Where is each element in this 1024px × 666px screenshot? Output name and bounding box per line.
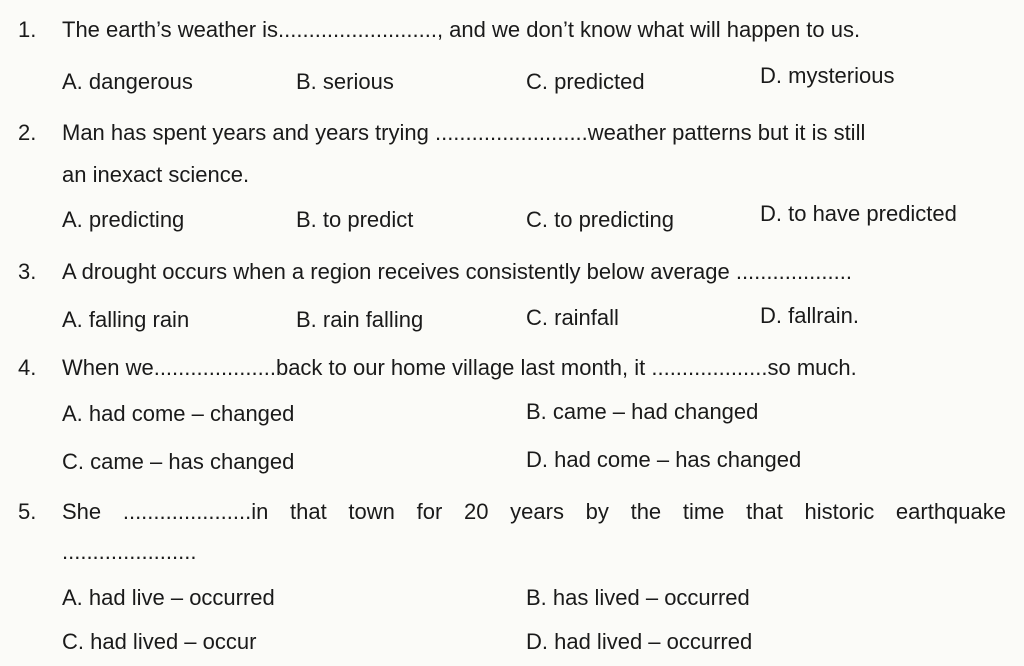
question-text: Man has spent years and years trying .........................weather patterns but it is still	[62, 120, 866, 145]
question-text-continued: an inexact science.	[62, 162, 250, 187]
question-blank-continued: ......................	[62, 539, 197, 564]
option-c: C. to predicting	[526, 207, 674, 232]
question-number: 1.	[18, 17, 37, 42]
option-d: D. fallrain.	[760, 303, 860, 328]
option-c: C. rainfall	[526, 305, 619, 330]
question-text: The earth’s weather is.........................., and we don’t know what will happen to us.	[62, 17, 861, 42]
question-text: When we....................back to our home village last month, it ...................so much.	[62, 355, 857, 380]
option-a: A. had live – occurred	[62, 585, 275, 610]
question-number: 5.	[18, 499, 37, 524]
option-b: B. serious	[296, 69, 394, 94]
option-d: D. had lived – occurred	[526, 629, 753, 654]
question-number: 3.	[18, 259, 37, 284]
option-b: B. has lived – occurred	[526, 585, 750, 610]
option-b: B. came – had changed	[526, 399, 759, 424]
option-a: A. predicting	[62, 207, 185, 232]
option-b: B. rain falling	[296, 307, 424, 332]
option-a: A. dangerous	[62, 69, 193, 94]
option-a: A. had come – changed	[62, 401, 295, 426]
question-number: 2.	[18, 120, 37, 145]
option-b: B. to predict	[296, 207, 414, 232]
option-c: C. predicted	[526, 69, 645, 94]
question-text: She .....................in that town for 20 years by the time that historic earthquake	[62, 499, 1006, 524]
question-text: A drought occurs when a region receives consistently below average ...................	[62, 259, 852, 284]
option-d: D. to have predicted	[760, 201, 957, 226]
option-d: D. had come – has changed	[526, 447, 802, 472]
option-c: C. had lived – occur	[62, 629, 257, 654]
option-c: C. came – has changed	[62, 449, 295, 474]
option-a: A. falling rain	[62, 307, 190, 332]
option-d: D. mysterious	[760, 63, 895, 88]
question-number: 4.	[18, 355, 37, 380]
